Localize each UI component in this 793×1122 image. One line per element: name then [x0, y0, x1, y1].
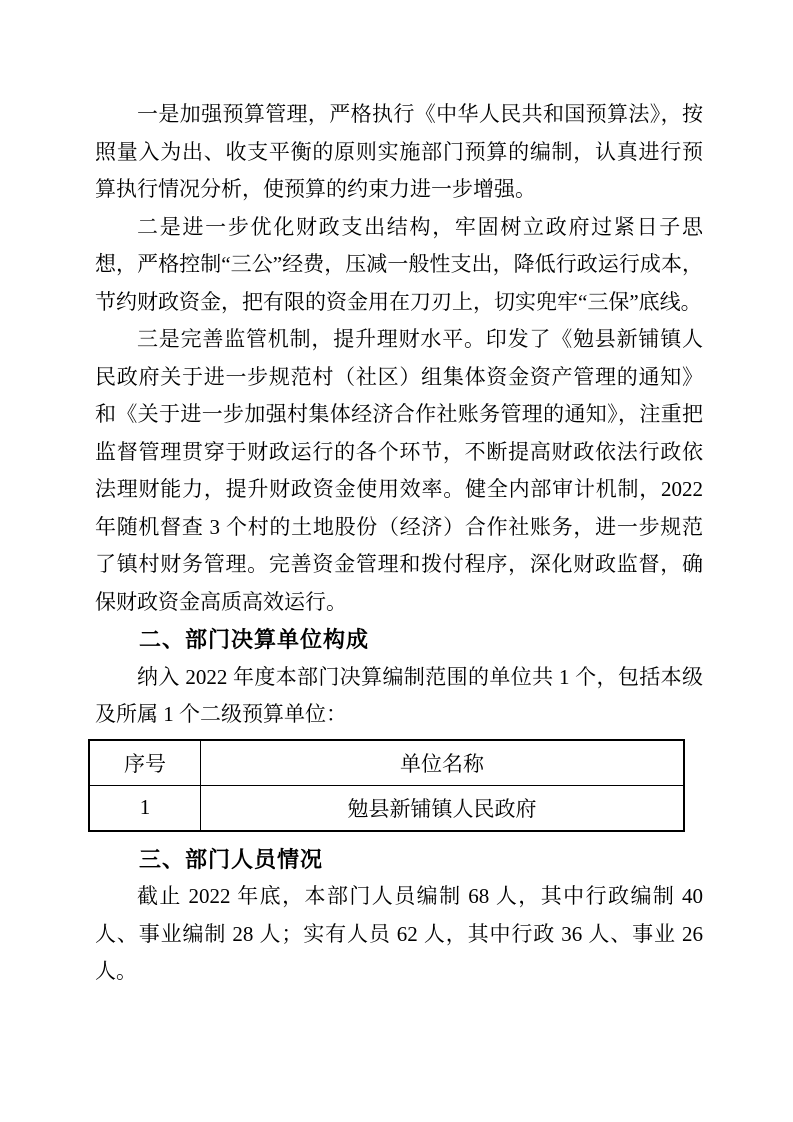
paragraph-budget-management: 一是加强预算管理，严格执行《中华人民共和国预算法》，按照量入为出、收支平衡的原则实施部门预算的编制，认真进行预算执行情况分析，使预算的约束力进一步增强。	[95, 102, 703, 201]
paragraph-expenditure-structure: 二是进一步优化财政支出结构，牢固树立政府过紧日子思想，严格控制“三公”经费，压减一般性支出，降低行政运行成本，节约财政资金，把有限的资金用在刀刃上，切实兜牢“三保”底线。	[95, 214, 703, 314]
unit-table-header-seq: 序号	[89, 740, 201, 786]
unit-table-header-name: 单位名称	[201, 740, 685, 786]
unit-table-row	[89, 785, 684, 831]
paragraph-unit-scope: 纳入 2022 年度本部门决算编制范围的单位共 1 个，包括本级及所属 1 个二级预算单位：	[95, 664, 703, 726]
section-heading-unit-composition: 二、部门决算单位构成	[139, 627, 370, 652]
paragraph-supervision-mechanism: 三是完善监管机制，提升理财水平。印发了《勉县新铺镇人民政府关于进一步规范村（社区）组集体资金资产管理的通知》和《关于进一步加强村集体经济合作社账务管理的通知》，注重把监督管理贯穿于财政运行的各个环节，不断提高财政依法行政依法理财能力，提升财政资金使用效率。健全内部审计机制，2022 年随机督查 3 个村的土地股份（经济）合作社账务，进一步规范了镇村财务管理。完善资金管理和拨付程序，深化财政监督，确保财政资金高质高效运行。	[95, 327, 703, 614]
paragraph-personnel-status: 截止 2022 年底，本部门人员编制 68 人，其中行政编制 40 人、事业编制 28 人；实有人员 62 人，其中行政 36 人、事业 26 人。	[95, 884, 703, 983]
section-heading-personnel: 三、部门人员情况	[139, 846, 324, 872]
unit-table-header-row	[89, 740, 684, 786]
unit-table-cell-name: 勉县新铺镇人民政府	[201, 785, 685, 831]
unit-table	[88, 739, 685, 832]
unit-table-cell-seq: 1	[89, 785, 201, 831]
